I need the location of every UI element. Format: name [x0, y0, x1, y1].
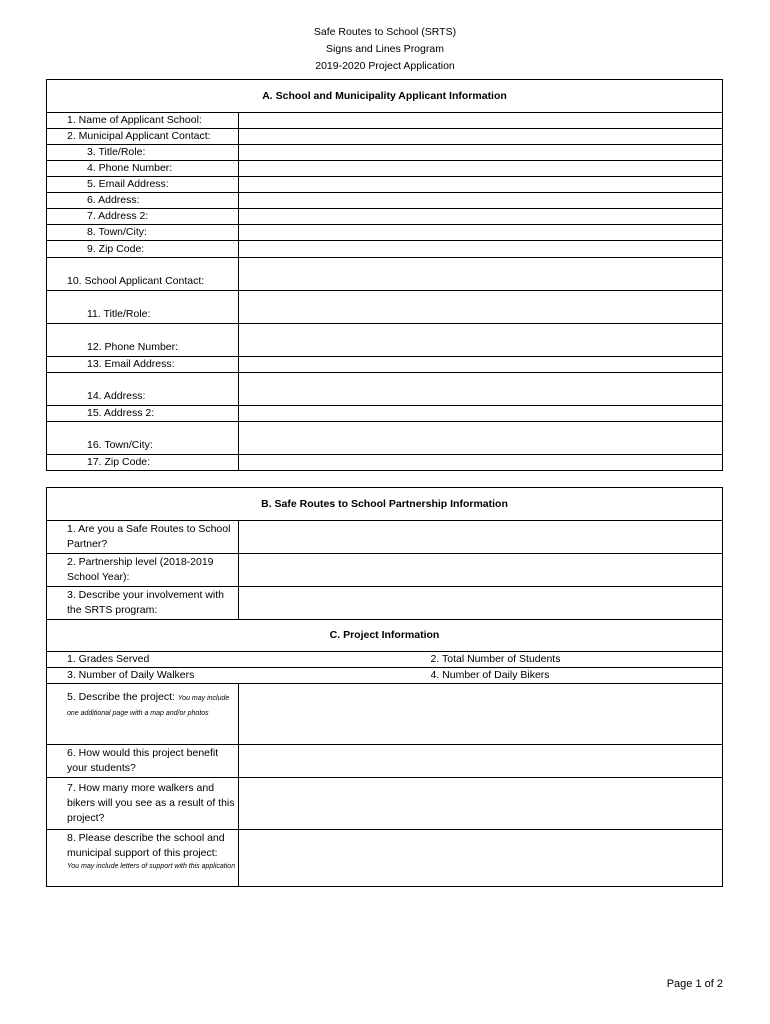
section-bc-table — [46, 487, 723, 887]
school-address-input[interactable] — [239, 373, 723, 406]
field-label: 8. Town/City: — [47, 225, 239, 241]
field-label: 3. Describe your involvement with the SRTS program: — [47, 587, 239, 620]
q5-note: You may include one additional page with a map and/or photos — [67, 695, 230, 717]
section-a-table — [46, 79, 723, 471]
field-label: 5. Email Address: — [47, 177, 239, 193]
section-c-title: C. Project Information — [47, 620, 723, 652]
daily-walkers-field[interactable]: 3. Number of Daily Walkers — [47, 668, 431, 684]
srts-partner-input[interactable] — [239, 521, 723, 554]
municipal-phone-input[interactable] — [239, 161, 723, 177]
header-line-3: 2019-2020 Project Application — [315, 60, 455, 72]
municipal-town-input[interactable] — [239, 225, 723, 241]
field-label: 1. Are you a Safe Routes to School Partner? — [47, 521, 239, 554]
school-support-input[interactable] — [239, 830, 723, 887]
field-label: 6. How would this project benefit your students? — [47, 745, 239, 778]
field-label: 10. School Applicant Contact: — [47, 258, 239, 291]
q5-label: 5. Describe the project: — [67, 691, 175, 703]
municipal-title-input[interactable] — [239, 145, 723, 161]
school-contact-input[interactable] — [239, 258, 723, 291]
header-line-2: Signs and Lines Program — [326, 43, 444, 55]
field-label — [47, 684, 239, 745]
field-label: 7. How many more walkers and bikers will you see as a result of this project? — [47, 778, 239, 830]
field-label: 2. Partnership level (2018-2019 School Year): — [47, 554, 239, 587]
walkers-increase-input[interactable] — [239, 778, 723, 830]
field-label: 4. Phone Number: — [47, 161, 239, 177]
school-title-input[interactable] — [239, 291, 723, 324]
applicant-school-input[interactable] — [239, 113, 723, 129]
school-zip-input[interactable] — [239, 455, 723, 471]
grades-served-field[interactable]: 1. Grades Served — [47, 652, 431, 668]
municipal-zip-input[interactable] — [239, 241, 723, 258]
page-number: Page 1 of 2 — [666, 978, 723, 990]
partnership-level-input[interactable] — [239, 554, 723, 587]
school-town-input[interactable] — [239, 422, 723, 455]
document-header — [0, 24, 770, 75]
field-label: 1. Name of Applicant School: — [47, 113, 239, 129]
municipal-address2-input[interactable] — [239, 209, 723, 225]
header-line-1: Safe Routes to School (SRTS) — [313, 26, 457, 38]
field-label: 17. Zip Code: — [47, 455, 239, 471]
municipal-contact-input[interactable] — [239, 129, 723, 145]
field-label: 2. Municipal Applicant Contact: — [47, 129, 239, 145]
field-label: 14. Address: — [47, 373, 239, 406]
school-phone-input[interactable] — [239, 324, 723, 357]
srts-involvement-input[interactable] — [239, 587, 723, 620]
school-address2-input[interactable] — [239, 406, 723, 422]
total-students-field[interactable]: 2. Total Number of Students — [431, 652, 723, 668]
municipal-email-input[interactable] — [239, 177, 723, 193]
project-benefit-input[interactable] — [239, 745, 723, 778]
field-label — [47, 830, 239, 887]
field-label: 12. Phone Number: — [47, 324, 239, 357]
field-label: 9. Zip Code: — [47, 241, 239, 258]
q8-label: 8. Please describe the school and municipal support of this project: — [67, 832, 225, 859]
project-description-input[interactable] — [239, 684, 723, 745]
section-a-title: A. School and Municipality Applicant Information — [47, 80, 723, 113]
field-label: 7. Address 2: — [47, 209, 239, 225]
field-label: 15. Address 2: — [47, 406, 239, 422]
field-label: 3. Title/Role: — [47, 145, 239, 161]
field-label: 11. Title/Role: — [47, 291, 239, 324]
school-email-input[interactable] — [239, 357, 723, 373]
municipal-address-input[interactable] — [239, 193, 723, 209]
field-label: 13. Email Address: — [47, 357, 239, 373]
section-b-title: B. Safe Routes to School Partnership Information — [47, 488, 723, 521]
q8-note: You may include letters of support with this application — [67, 863, 236, 870]
field-label: 6. Address: — [47, 193, 239, 209]
field-label: 16. Town/City: — [47, 422, 239, 455]
daily-bikers-field[interactable]: 4. Number of Daily Bikers — [431, 668, 723, 684]
